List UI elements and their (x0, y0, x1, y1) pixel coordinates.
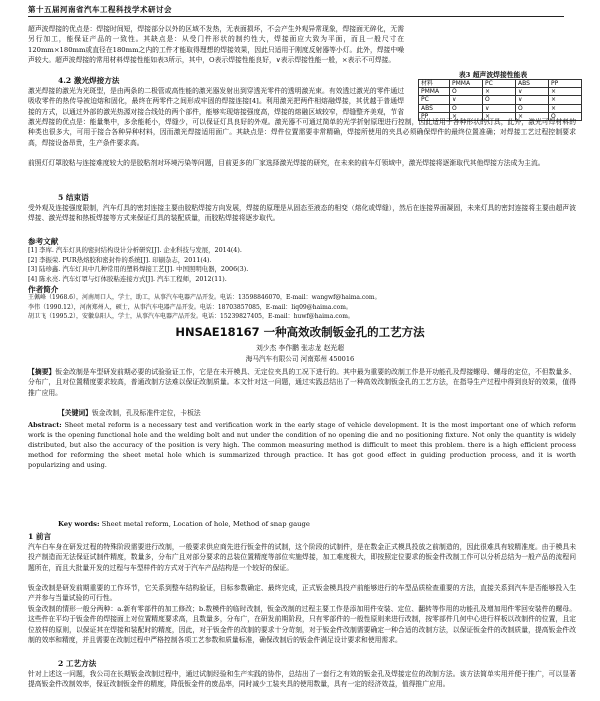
keywords-cn-text: 钣金改制，孔及标准件定位，卡板法 (91, 409, 201, 417)
section-5-para: 受外观及连接强度限制，汽车灯具的密封连接主要由胶粘焊接方向发展，焊接的原理是从固态至液态的相变（熔化或焊缝），然后在连接界面凝固，未来灯具的密封连接将主要由超声波焊接、激光焊接和热板焊接等方式来保证灯具的装配质量，而胶粘焊接将逐步取代。 (28, 204, 576, 223)
abstract-en-label: Abstract: (28, 421, 62, 429)
running-header: 第十五届河南省汽车工程科技学术研讨会 (28, 5, 172, 14)
table-cell: × (483, 88, 516, 96)
keywords-en-text: Sheet metal reform, Location of hole, Method of snap gauge (101, 520, 310, 528)
table-cell: O (450, 88, 483, 96)
table-cell: O (549, 112, 582, 120)
abstract-en (28, 420, 576, 500)
table-cell: ∨ (516, 96, 549, 104)
section-heading-1: 1 前言 (28, 532, 52, 541)
section-heading-5: 5 结束语 (58, 193, 89, 202)
table-header-cell: PMMA (450, 80, 483, 88)
keywords-en-label: Key words: (58, 520, 100, 528)
abstract-en-text: Sheet metal reform is a necessary test and verification work in the early stage of vehicle development. It is the most important one of which reform work is the opening functional hole and the welding bolt and nut under the condition of no opening die and no positioning fixture. Not only the quantity is widely distributed, but also the accuracy of the position is very high. The common measuring method is difficult to meet this problem. there is a high efficient process method for reforming the sheet metal hole which is summarized through practice. It has got good effect in guiding production process, and it is worth popularizing and using. (28, 421, 576, 469)
section-heading-2: 2 工艺方法 (58, 659, 97, 668)
table-caption: 表3 超声波焊接性能表 (458, 71, 528, 79)
author-info-item: 胡卫飞（1995.2），安徽阜阳人，学士，从事汽车电器产品开发。电话：15239827405，E-mail：huwf@haima.com。 (28, 313, 354, 320)
keywords-cn (58, 408, 576, 418)
table-row (419, 88, 582, 96)
author-info-list (28, 293, 381, 322)
table-cell: ABS (419, 104, 450, 112)
reference-item: [2] 李振荣. PUR热熔胶和密封件的系统[J]. 印刷杂志，2011(4). (28, 255, 212, 264)
reference-item: [4] 陈永亮. 汽车灯罩与灯体胶粘连接方式[J]. 汽车工程师，2012(11). (28, 274, 227, 283)
table-cell: PC (419, 96, 450, 104)
table-cell: × (483, 112, 516, 120)
author-info-item: 王佩峰（1968.6），河南周口人，学士，助工，从事汽车电器产品开发。电话：13598846070，E-mail：wangwf@haima.com。 (28, 294, 381, 301)
references-list (28, 246, 248, 284)
reference-item: [3] 陆珍鑫. 汽车灯具中几种常用的塑料焊接工艺[J]. 中国照明电器，2006(3). (28, 265, 249, 273)
section-1-para-1: 汽车白车身在研发过程的特殊阶段需要进行改制，一般要求供应商先进行钣金件的试制，这个阶段的试制件，是在数金正式模具投放之前制造的，因此很难具有较精准度。由于模具未投产制造而无法保证试制件精度，数量多，分布广且对部分要求的总装位置精度等部位实施焊接，加工难度极大，即按照定位要求的钣金件改制工作可以分析总结为一般产品的流程问题所在，而且大批量开发的过程与车型样件的方式对于汽车产品结构是一个较好的保证。 (28, 543, 576, 572)
keywords-en (58, 520, 310, 528)
section-4-2-para-3: 前照灯灯罩胶粘与连接难度较大的是胶粘剂对环境污染等问题，目前更多的厂家选择激光焊接的研究，在未来的前车灯领域中，激光焊接将逐渐取代其他焊接方法成为主流。 (28, 159, 545, 167)
table-cell: ∨ (483, 104, 516, 112)
table-header-cell: PC (483, 80, 516, 88)
section-2-para: 针对上述这一问题，我公司在长期钣金改制过程中，通过试制经验和生产实践的协作，总结出了一套行之有效的钣金孔及焊接定位的改制方法。该方法简单实用并便于推广，可以显著提高钣金件改制效率，保证改制钣金件的精度，降低钣金件的废品率，同时减少工装夹具的使用数量，具有一定的经济效益，值得推广应用。 (28, 670, 576, 689)
author-info-heading: 作者简介 (28, 285, 59, 294)
table-header-cell: ABS (516, 80, 549, 88)
table-cell: × (516, 112, 549, 120)
table-cell: × (549, 104, 582, 112)
header-rule (28, 16, 564, 17)
article-affiliation: 海马汽车有限公司 河南郑州 450016 (245, 355, 355, 363)
table-row (419, 96, 582, 104)
table-header-row (419, 80, 582, 88)
table-cell: × (549, 88, 582, 96)
table-header-cell: PP (549, 80, 582, 88)
table-cell: ∨ (450, 96, 483, 104)
table-cell: O (483, 96, 516, 104)
table-cell: O (450, 104, 483, 112)
article-title: HNSAE18167 一种高效改制钣金孔的工艺方法 (175, 325, 425, 339)
top-paragraph: 超声波焊接的优点是：焊接时间短，焊接部分以外的区域不发热，无表面损坏，不会产生外观异常现象，焊接面无碎化，无需另行加工，能保证产品的一致性。其缺点是：从受门件形状的制约性大，焊接面应大致为平面，而且一般尺寸在120mm×180mm或直径在180mm之内的工件才能取得理想的焊接效果，因此只适用于刚度反射器等小灯。此外，焊接中噪声较大。超声波焊接的常用材料焊接性能如表3所示，其中，O表示焊接性能良好，∨表示焊接性能一般，×表示不可焊接。 (28, 25, 404, 64)
table-cell: ∨ (516, 88, 549, 96)
article-authors: 刘少杰 李作鹏 张志龙 赵光超 (255, 344, 345, 352)
section-4-2-para-2: 激光焊接的优点是：能量集中，多余能耗小，焊缝少，可以保证灯具良好的外观。激光器不可通过简单的光学折射原理进行控制，因此适用于各种形状的灯具，此外，激光可焊材料的种类也很多大，可用于接合各种异种材料，因而激光焊接适用面广。其缺点是：焊件位置需要非常精确，焊接所使用的夹具必须确保焊件的最终位置准确；对焊接工艺过程控制要求高，焊接设备昂贵，生产条件要求高。 (28, 118, 576, 147)
section-1-para-2: 钣金改制是研发前期重要的工作环节，它关系到整车结构验证，目标参数确定、最终完成，正式钣金模具投产前能够进行的车型品质检查重要的方法，直接关系到汽车是否能够投入生产并参与当量试验的可行性。 (28, 584, 576, 603)
table-cell: O (516, 104, 549, 112)
reference-item: [1] 李库. 汽车灯具的密封结构设计分析研究[J]. 企业科技与发展，2014(4). (28, 246, 242, 254)
table-cell: PP (419, 112, 450, 120)
table-cell: × (549, 96, 582, 104)
references-heading: 参考文献 (28, 237, 59, 246)
table-cell: × (450, 112, 483, 120)
section-heading-4-2: 4.2 激光焊接方法 (58, 76, 120, 85)
abstract-cn (28, 367, 576, 408)
keywords-label: 【关键词】 (58, 409, 92, 417)
table-cell: PMMA (419, 88, 450, 96)
author-info-item: 李伟（1990.12），河南郑州人，硕士，从事汽车电器产品开发。电话：18703857085，E-mail：liq09@haima.com。 (28, 303, 352, 311)
abstract-label: 【摘要】 (28, 368, 56, 376)
section-1-para-3: 钣金改制的情形一般分两种：a.新有零部件的加工修改；b.数模件的临时改制，钣金改制的过程主要工作是添加用件安装、定位、翻转等作用的功能孔及增加用件零回安装件的螺母。这些件在平均于钣金件的焊接面上对位置精度要求高，且数量多，分布广，在研发前期阶段，只有零部件的一般性原则来进行改制，按零部件几何中心进行样板以改制件的位置，且定位放样的原则，以保证其在焊接和装配时的精度，因此，对于钣金件的改制的要求十分苛刻，对于钣金件改制需要确定一种合适的改制方法，以保证钣金件的改制质量，提高钣金件改制的效率和精度，并且需要在改制过程中严格控制各项工艺参数和质量标准，确保改制后的钣金件满足设计要求和使用需求。 (28, 605, 576, 644)
abstract-cn-text: 钣金改制是车型研发前期必要的试验验证工作，它是在未开模具、无定位夹具的工况下进行的。其中最为重要的改制工作是开功能孔及焊接螺母、螺母的定位，不但数量多、分布广，且对位置精度要求较高，普通改制方法难以保证改制质量。本文针对这一问题，通过实践总结出了一种高效改制钣金孔的工艺方法，在指导生产过程中得到良好的效果，值得推广应用。 (28, 368, 576, 397)
table-row (419, 104, 582, 112)
welding-table (418, 79, 582, 121)
section-4-2-para-1: 激光焊接的激光为光斑型，是由两条的二极管或高性能的激光器发射出到穿透光零件的透明激光束。有效透过激光的零件通过吸收零件的热传导被迫熔和固化，最终在两零件之间形成牢固的焊接连接[4]。利用激光把两件相熔融焊接，其优越于普通焊接的方式，以通过外部的激光热源对接合线处的两个部件，能够实现熔接强度高，焊接的熔融区域较窄，焊缝整齐美观，节省 (28, 87, 404, 116)
table-header-cell: 材料 (419, 80, 450, 88)
